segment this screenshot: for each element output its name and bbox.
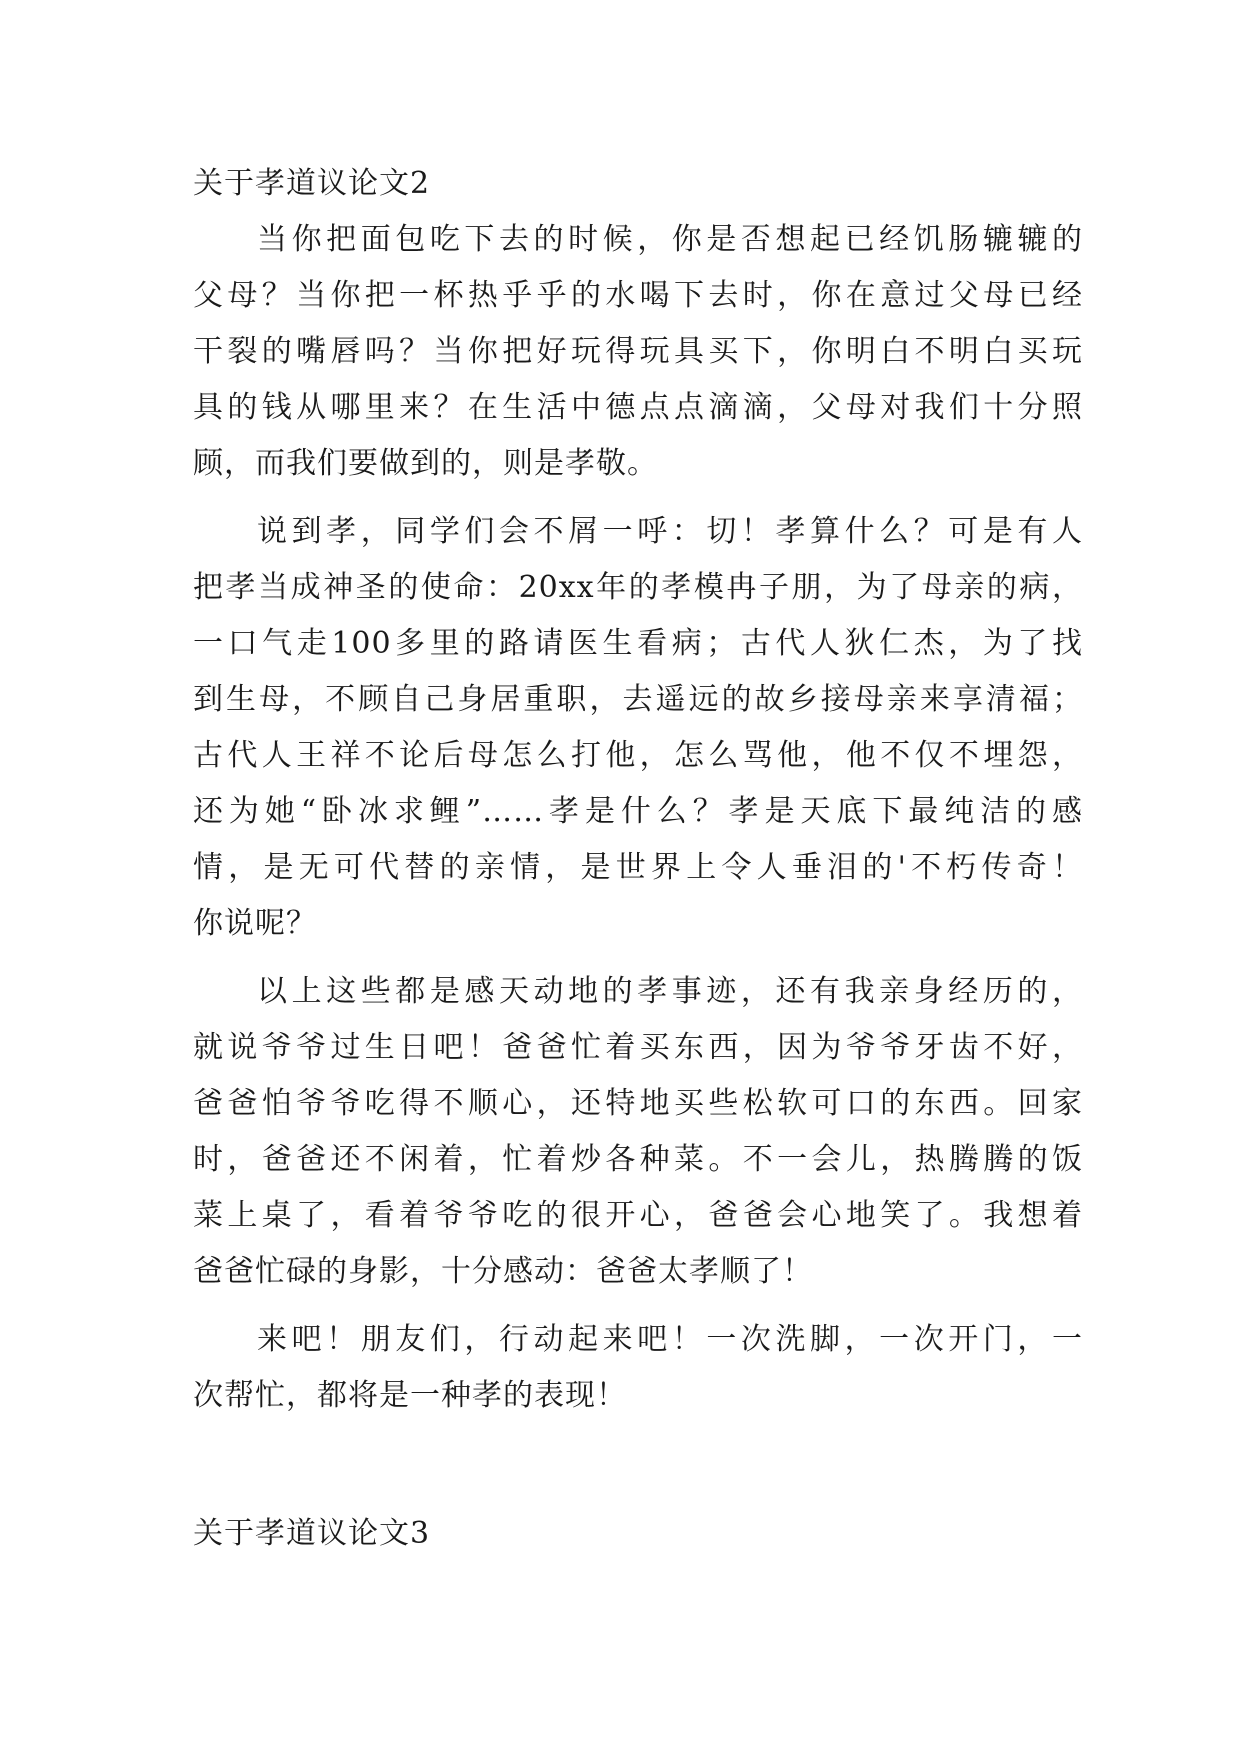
paragraph-line: 你说呢？ bbox=[193, 906, 317, 941]
paragraph-line: 父母？当你把一杯热乎乎的水喝下去时，你在意过父母已经 bbox=[193, 278, 1083, 313]
section-heading: 关于孝道议论文2 bbox=[193, 166, 431, 201]
paragraph-line: 就说爷爷过生日吧！爸爸忙着买东西，因为爷爷牙齿不好， bbox=[193, 1030, 1083, 1065]
paragraph-line: 菜上桌了，看着爷爷吃的很开心，爸爸会心地笑了。我想着 bbox=[193, 1198, 1083, 1233]
paragraph-line: 到生母，不顾自己身居重职，去遥远的故乡接母亲来享清福； bbox=[193, 682, 1083, 717]
paragraph-line: 爸爸忙碌的身影，十分感动：爸爸太孝顺了！ bbox=[193, 1254, 813, 1289]
section-heading: 关于孝道议论文3 bbox=[193, 1516, 431, 1551]
paragraph-line: 一口气走100多里的路请医生看病；古代人狄仁杰，为了找 bbox=[193, 626, 1083, 661]
paragraph-line: 爸爸怕爷爷吃得不顺心，还特地买些松软可口的东西。回家 bbox=[193, 1086, 1083, 1121]
paragraph-line: 顾，而我们要做到的，则是孝敬。 bbox=[193, 446, 658, 481]
paragraph-line: 以上这些都是感天动地的孝事迹，还有我亲身经历的， bbox=[257, 974, 1083, 1009]
paragraph-line: 来吧！朋友们，行动起来吧！一次洗脚，一次开门，一 bbox=[257, 1322, 1083, 1357]
paragraph-line: 次帮忙，都将是一种孝的表现！ bbox=[193, 1378, 627, 1413]
paragraph-line: 时，爸爸还不闲着，忙着炒各种菜。不一会儿，热腾腾的饭 bbox=[193, 1142, 1083, 1177]
paragraph-line: 还为她“卧冰求鲤”……孝是什么？孝是天底下最纯洁的感 bbox=[193, 794, 1083, 829]
paragraph-line: 情，是无可代替的亲情，是世界上令人垂泪的'不朽传奇！ bbox=[193, 850, 1083, 885]
paragraph-line: 把孝当成神圣的使命：20xx年的孝模冉子朋，为了母亲的病， bbox=[193, 570, 1083, 605]
paragraph-line: 说到孝，同学们会不屑一呼：切！孝算什么？可是有人 bbox=[257, 514, 1083, 549]
paragraph-line: 具的钱从哪里来？在生活中德点点滴滴，父母对我们十分照 bbox=[193, 390, 1083, 425]
paragraph-line: 古代人王祥不论后母怎么打他，怎么骂他，他不仅不埋怨， bbox=[193, 738, 1083, 773]
paragraph-line: 干裂的嘴唇吗？当你把好玩得玩具买下，你明白不明白买玩 bbox=[193, 334, 1083, 369]
paragraph-line: 当你把面包吃下去的时候，你是否想起已经饥肠辘辘的 bbox=[257, 222, 1083, 257]
